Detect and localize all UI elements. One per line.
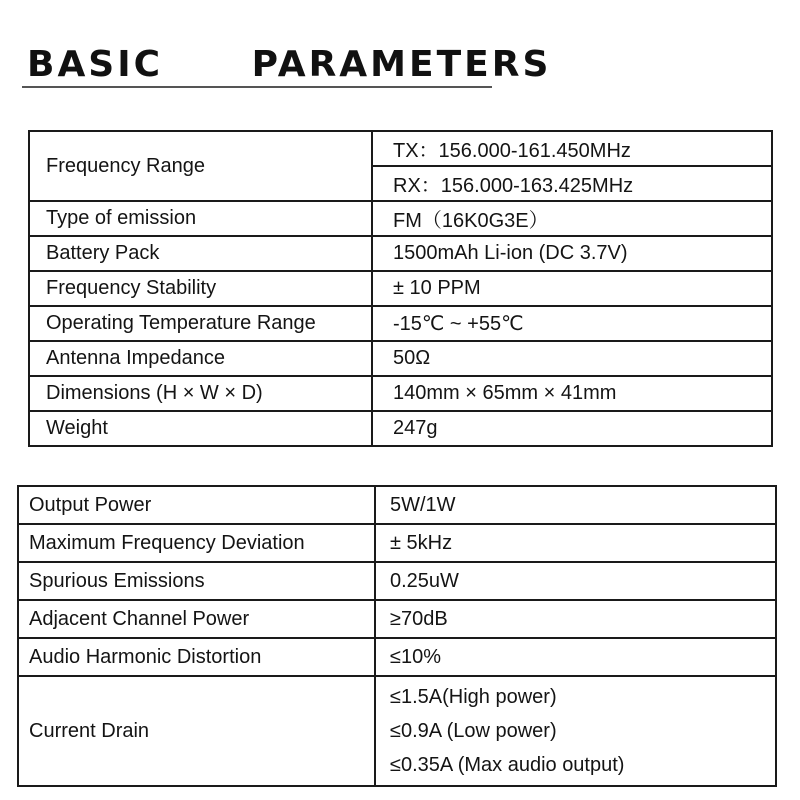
row-value: 5W/1W <box>375 486 776 524</box>
table-row <box>18 524 776 562</box>
row-label: Dimensions (H × W × D) <box>29 376 372 411</box>
table-row <box>29 411 772 446</box>
row-label: Weight <box>29 411 372 446</box>
current-drain-max-audio: ≤0.35A (Max audio output) <box>390 754 625 776</box>
table-row <box>29 376 772 411</box>
table-row <box>18 562 776 600</box>
basic-parameters-table <box>28 130 773 447</box>
table-row <box>29 131 772 166</box>
current-drain-label: Current Drain <box>18 676 375 786</box>
row-value: FM（16K0G3E） <box>372 201 772 236</box>
row-label: Maximum Frequency Deviation <box>18 524 375 562</box>
rf-parameters-table <box>17 485 777 787</box>
table-row <box>29 236 772 271</box>
tx-frequency-value: TX：156.000-161.450MHz <box>372 131 772 166</box>
row-label: Battery Pack <box>29 236 372 271</box>
table-row <box>18 638 776 676</box>
row-value: ≤10% <box>375 638 776 676</box>
table-row <box>18 676 776 786</box>
rx-frequency-value: RX：156.000-163.425MHz <box>372 166 772 201</box>
frequency-range-label: Frequency Range <box>29 131 372 201</box>
page-title: BASIC PARAMETERS <box>27 44 552 85</box>
row-value: ± 5kHz <box>375 524 776 562</box>
row-label: Antenna Impedance <box>29 341 372 376</box>
title-underline <box>22 86 492 88</box>
row-label: Type of emission <box>29 201 372 236</box>
row-label: Spurious Emissions <box>18 562 375 600</box>
table-row <box>29 201 772 236</box>
current-drain-high: ≤1.5A(High power) <box>390 686 557 708</box>
row-value: 140mm × 65mm × 41mm <box>372 376 772 411</box>
table-row <box>29 306 772 341</box>
current-drain-values <box>375 676 776 786</box>
current-drain-low: ≤0.9A (Low power) <box>390 720 557 742</box>
table-row <box>29 271 772 306</box>
row-value: 50Ω <box>372 341 772 376</box>
row-value: ≥70dB <box>375 600 776 638</box>
row-label: Operating Temperature Range <box>29 306 372 341</box>
row-value: 1500mAh Li-ion (DC 3.7V) <box>372 236 772 271</box>
row-label: Output Power <box>18 486 375 524</box>
table-row <box>18 486 776 524</box>
row-label: Adjacent Channel Power <box>18 600 375 638</box>
table-row <box>18 600 776 638</box>
row-value: -15℃ ~ +55℃ <box>372 306 772 341</box>
row-label: Frequency Stability <box>29 271 372 306</box>
row-value: ± 10 PPM <box>372 271 772 306</box>
table-row <box>29 341 772 376</box>
row-value: 0.25uW <box>375 562 776 600</box>
row-value: 247g <box>372 411 772 446</box>
row-label: Audio Harmonic Distortion <box>18 638 375 676</box>
